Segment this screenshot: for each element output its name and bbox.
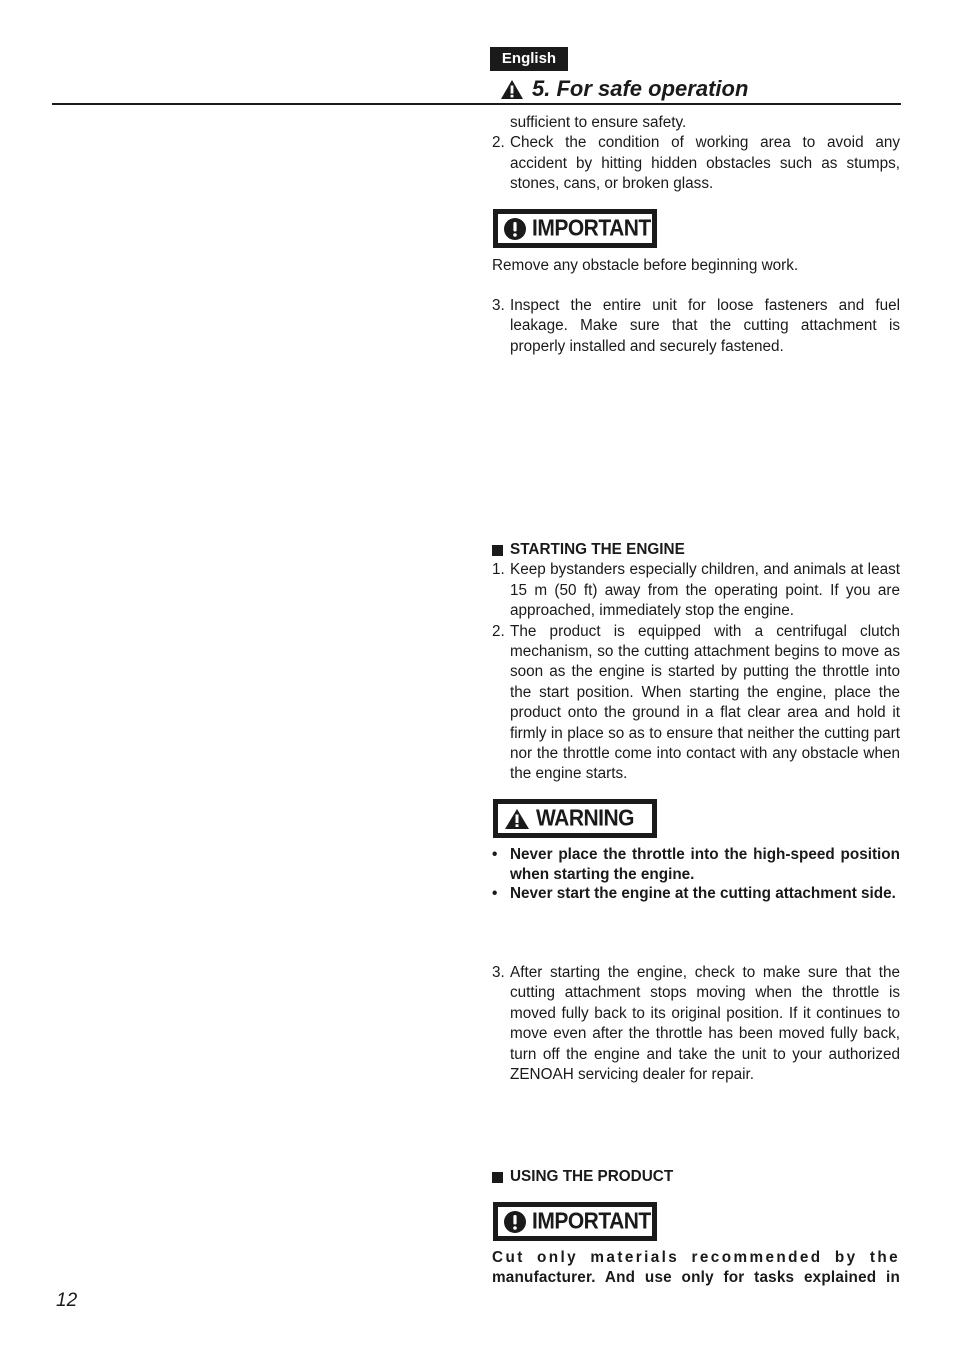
list-item [492,133,900,194]
square-bullet-icon [492,1172,503,1183]
important-label: IMPORTANT [532,215,651,241]
list-item [492,884,900,904]
important-label: IMPORTANT [532,1208,651,1234]
section-heading [492,540,900,560]
list-item [492,296,900,357]
bullet-dot: • [492,885,498,902]
list-item [492,560,900,621]
warning-triangle-icon [500,79,524,100]
language-tab: English [490,47,568,71]
using-text [492,1248,900,1289]
item-text: After starting the engine, check to make sure that the cutting attachment stops moving when the throttle is moved fully back to its original position. If it continues to move even after the throttle has been moved fully back, turn off the engine and take the unit to your authorized ZENOAH servicing dealer for repair. [510,964,900,1084]
list-item [492,113,900,133]
item-number: 1. [492,561,505,579]
important-callout [493,1202,657,1241]
block-after-start [492,963,900,1085]
section-title-text: 5. For safe operation [532,76,749,101]
page-number: 12 [56,1290,78,1311]
item-text: Inspect the entire unit for loose fasteners and fuel leakage. Make sure that the cutting attachment is properly installed and securely fastened. [510,297,900,355]
block-inspect [492,296,900,357]
list-item [492,622,900,785]
text-line: manufacturer. And use only for tasks explained in [492,1269,900,1287]
square-bullet-icon [492,545,503,556]
important-callout [493,209,657,248]
list-item [492,963,900,1085]
item-text: Check the condition of working area to avoid any accident by hitting hidden obstacles such as stumps, stones, cans, or broken glass. [510,134,900,193]
item-number: 2. [492,134,505,152]
list-item [492,845,900,884]
text-line: Cut only materials recommended by the [492,1249,900,1266]
bullet-dot: • [492,846,498,863]
item-number: 3. [492,297,505,314]
item-text: Never start the engine at the cutting attachment side. [510,885,896,902]
section-title [500,74,748,104]
heading-text: USING THE PRODUCT [510,1168,674,1185]
item-number: 2. [492,622,505,640]
item-text: sufficient to ensure safety. [510,114,687,131]
section-heading [492,1167,900,1187]
heading-text: STARTING THE ENGINE [510,541,685,558]
item-text: Keep bystanders especially children, and animals at least 15 m (50 ft) away from the operating point. If you are approached, immediately stop the engine. [510,561,900,620]
item-text: The product is equipped with a centrifugal clutch mechanism, so the cutting attachment begins to move as soon as the engine is started by putting the throttle into the start position. When starting the engine, place the product onto the ground in a flat clear area and hold it firmly in place so as to ensure that neither the cutting part nor the throttle come into contact with any obstacle when the engine starts. [510,622,900,783]
header-rule [52,103,901,105]
starting-section [492,540,900,785]
item-number: 3. [492,964,505,981]
using-section [492,1167,900,1187]
warning-label: WARNING [536,805,634,831]
warning-callout [493,799,657,838]
item-text: Never place the throttle into the high-speed position when starting the engine. [510,846,900,883]
important-text: Remove any obstacle before beginning work. [492,257,799,274]
warning-bullets [492,845,900,904]
block-continuation [492,113,900,195]
